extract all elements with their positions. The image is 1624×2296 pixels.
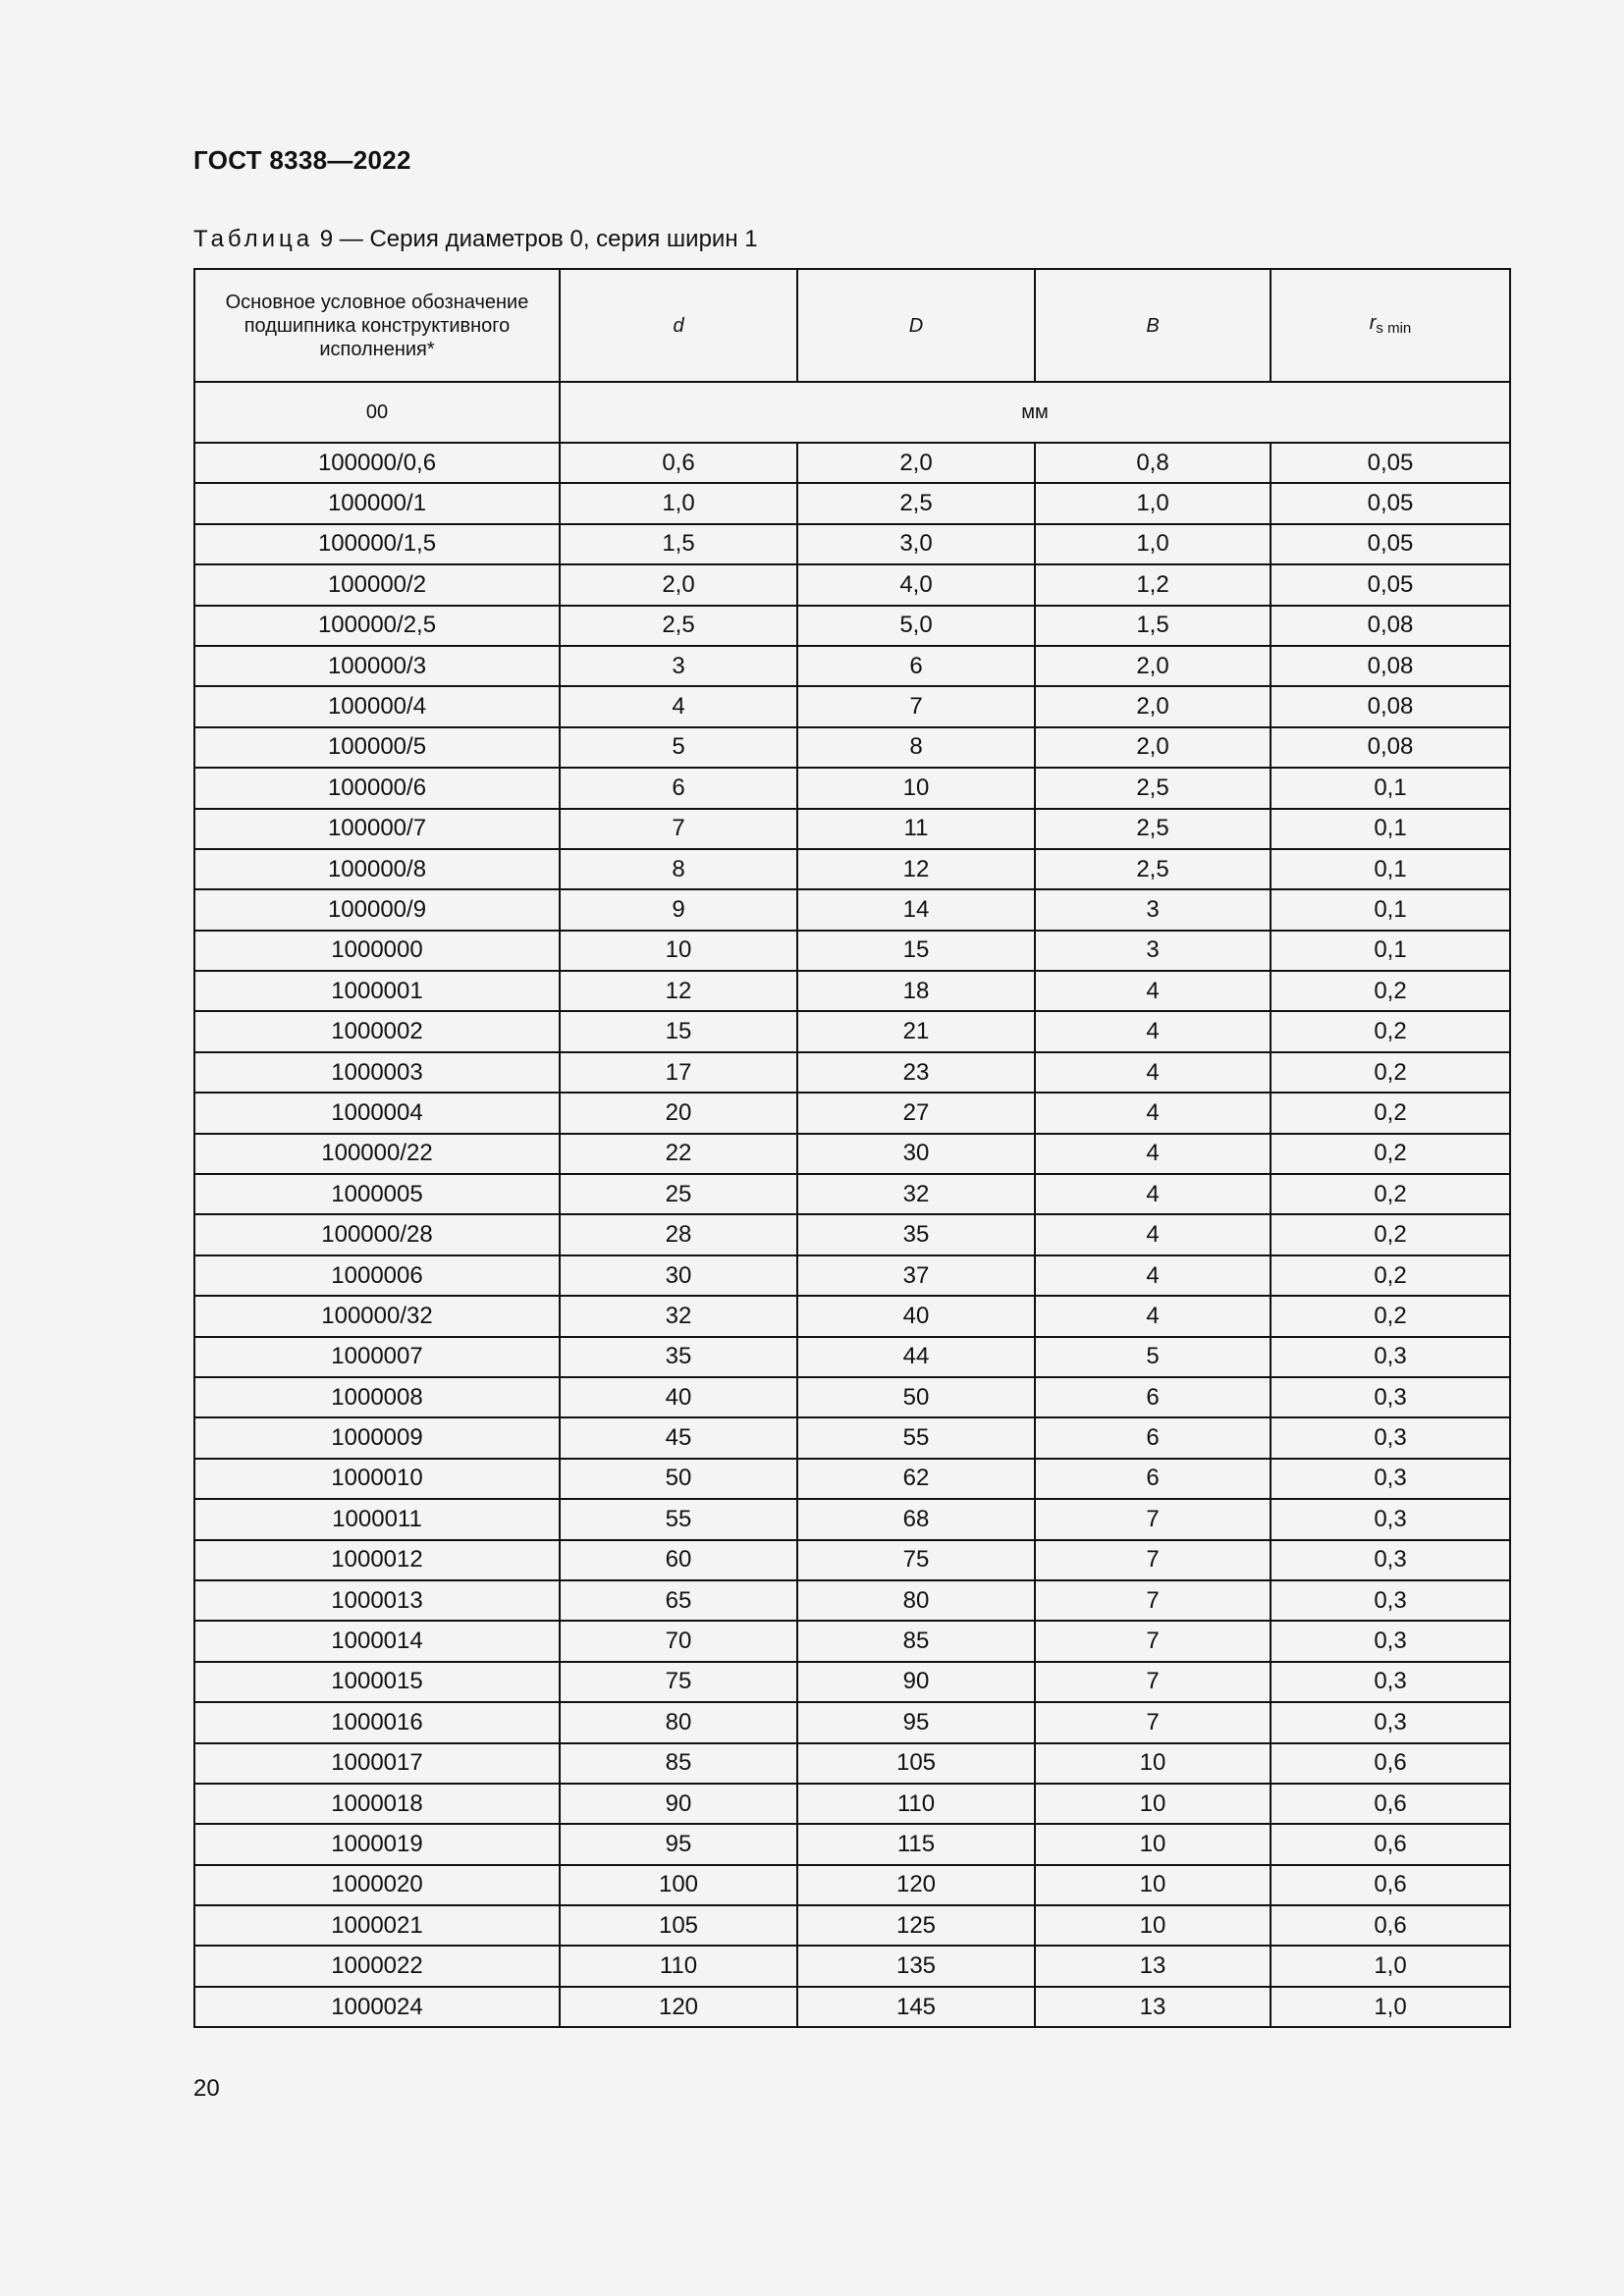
D-cell: 7	[797, 686, 1035, 726]
B-cell: 7	[1035, 1499, 1271, 1539]
d-cell: 2,5	[560, 606, 797, 646]
d-cell: 5	[560, 727, 797, 768]
table-row	[194, 646, 1510, 686]
D-cell: 6	[797, 646, 1035, 686]
designation-cell: 100000/28	[194, 1214, 560, 1255]
r-s-min-cell: 0,08	[1271, 606, 1510, 646]
r-s-min-cell: 0,1	[1271, 849, 1510, 889]
designation-cell: 100000/1,5	[194, 524, 560, 564]
r-s-min-cell: 0,1	[1271, 768, 1510, 808]
B-cell: 10	[1035, 1743, 1271, 1784]
table-row	[194, 1174, 1510, 1214]
header-r-label: r	[1369, 311, 1377, 334]
B-cell: 10	[1035, 1824, 1271, 1864]
designation-cell: 100000/2,5	[194, 606, 560, 646]
table-body	[194, 443, 1510, 2027]
B-cell: 2,5	[1035, 849, 1271, 889]
designation-cell: 100000/5	[194, 727, 560, 768]
B-cell: 1,2	[1035, 564, 1271, 605]
r-s-min-cell: 0,6	[1271, 1743, 1510, 1784]
table-row	[194, 524, 1510, 564]
r-s-min-cell: 0,2	[1271, 1052, 1510, 1093]
table-row	[194, 1134, 1510, 1174]
B-cell: 7	[1035, 1702, 1271, 1742]
B-cell: 1,0	[1035, 483, 1271, 523]
d-cell: 40	[560, 1377, 797, 1417]
B-cell: 2,0	[1035, 646, 1271, 686]
designation-cell: 1000017	[194, 1743, 560, 1784]
r-s-min-cell: 0,3	[1271, 1540, 1510, 1580]
B-cell: 4	[1035, 1011, 1271, 1051]
table-row	[194, 1540, 1510, 1580]
D-cell: 14	[797, 889, 1035, 930]
D-cell: 30	[797, 1134, 1035, 1174]
d-cell: 6	[560, 768, 797, 808]
D-cell: 50	[797, 1377, 1035, 1417]
d-cell: 70	[560, 1621, 797, 1661]
designation-cell: 1000014	[194, 1621, 560, 1661]
designation-cell: 1000019	[194, 1824, 560, 1864]
designation-cell: 1000012	[194, 1540, 560, 1580]
d-cell: 1,5	[560, 524, 797, 564]
D-cell: 85	[797, 1621, 1035, 1661]
d-cell: 15	[560, 1011, 797, 1051]
B-cell: 7	[1035, 1540, 1271, 1580]
r-s-min-cell: 0,6	[1271, 1905, 1510, 1946]
designation-cell: 1000006	[194, 1255, 560, 1296]
d-cell: 17	[560, 1052, 797, 1093]
r-s-min-cell: 0,3	[1271, 1459, 1510, 1499]
r-s-min-cell: 0,3	[1271, 1702, 1510, 1742]
D-cell: 68	[797, 1499, 1035, 1539]
designation-cell: 1000003	[194, 1052, 560, 1093]
d-cell: 85	[560, 1743, 797, 1784]
B-cell: 3	[1035, 931, 1271, 971]
D-cell: 80	[797, 1580, 1035, 1621]
D-cell: 105	[797, 1743, 1035, 1784]
D-cell: 125	[797, 1905, 1035, 1946]
table-row	[194, 1255, 1510, 1296]
d-cell: 35	[560, 1337, 797, 1377]
D-cell: 2,0	[797, 443, 1035, 483]
d-cell: 75	[560, 1662, 797, 1702]
d-cell: 30	[560, 1255, 797, 1296]
r-s-min-cell: 0,3	[1271, 1662, 1510, 1702]
r-s-min-cell: 0,2	[1271, 1093, 1510, 1133]
d-cell: 25	[560, 1174, 797, 1214]
designation-cell: 1000024	[194, 1987, 560, 2027]
r-s-min-cell: 0,1	[1271, 889, 1510, 930]
d-cell: 110	[560, 1946, 797, 1986]
d-cell: 45	[560, 1417, 797, 1458]
d-cell: 2,0	[560, 564, 797, 605]
bearing-dimensions-table	[193, 268, 1511, 2028]
r-s-min-cell: 1,0	[1271, 1987, 1510, 2027]
B-cell: 1,0	[1035, 524, 1271, 564]
r-s-min-cell: 0,2	[1271, 1255, 1510, 1296]
table-row	[194, 1824, 1510, 1864]
D-cell: 75	[797, 1540, 1035, 1580]
type-code-cell: 00	[194, 382, 560, 443]
table-row	[194, 606, 1510, 646]
table-row	[194, 768, 1510, 808]
table-row	[194, 727, 1510, 768]
table-row	[194, 809, 1510, 849]
d-cell: 105	[560, 1905, 797, 1946]
r-s-min-cell: 0,08	[1271, 686, 1510, 726]
d-cell: 60	[560, 1540, 797, 1580]
designation-cell: 1000015	[194, 1662, 560, 1702]
B-cell: 7	[1035, 1621, 1271, 1661]
table-row	[194, 1417, 1510, 1458]
B-cell: 13	[1035, 1987, 1271, 2027]
D-cell: 2,5	[797, 483, 1035, 523]
table-row	[194, 1987, 1510, 2027]
D-cell: 145	[797, 1987, 1035, 2027]
designation-cell: 100000/2	[194, 564, 560, 605]
table-unit-row	[194, 382, 1510, 443]
d-cell: 32	[560, 1296, 797, 1336]
page-number: 20	[193, 2075, 220, 2102]
d-cell: 22	[560, 1134, 797, 1174]
designation-cell: 1000000	[194, 931, 560, 971]
D-cell: 62	[797, 1459, 1035, 1499]
table-row	[194, 1743, 1510, 1784]
d-cell: 10	[560, 931, 797, 971]
r-s-min-cell: 0,3	[1271, 1621, 1510, 1661]
r-s-min-cell: 0,2	[1271, 1011, 1510, 1051]
r-s-min-cell: 0,3	[1271, 1580, 1510, 1621]
designation-cell: 100000/3	[194, 646, 560, 686]
table-row	[194, 1052, 1510, 1093]
B-cell: 1,5	[1035, 606, 1271, 646]
D-cell: 8	[797, 727, 1035, 768]
table-row	[194, 1946, 1510, 1986]
d-cell: 55	[560, 1499, 797, 1539]
D-cell: 40	[797, 1296, 1035, 1336]
d-cell: 100	[560, 1865, 797, 1905]
r-s-min-cell: 0,6	[1271, 1865, 1510, 1905]
B-cell: 2,5	[1035, 809, 1271, 849]
B-cell: 7	[1035, 1662, 1271, 1702]
r-s-min-cell: 0,05	[1271, 483, 1510, 523]
header-d-label: d	[673, 314, 684, 337]
D-cell: 15	[797, 931, 1035, 971]
designation-cell: 100000/6	[194, 768, 560, 808]
B-cell: 5	[1035, 1337, 1271, 1377]
B-cell: 3	[1035, 889, 1271, 930]
designation-cell: 100000/4	[194, 686, 560, 726]
B-cell: 10	[1035, 1905, 1271, 1946]
d-cell: 80	[560, 1702, 797, 1742]
D-cell: 90	[797, 1662, 1035, 1702]
B-cell: 4	[1035, 1174, 1271, 1214]
d-cell: 28	[560, 1214, 797, 1255]
D-cell: 11	[797, 809, 1035, 849]
D-cell: 37	[797, 1255, 1035, 1296]
designation-cell: 1000001	[194, 971, 560, 1011]
D-cell: 120	[797, 1865, 1035, 1905]
D-cell: 18	[797, 971, 1035, 1011]
table-row	[194, 443, 1510, 483]
table-header-row	[194, 269, 1510, 382]
designation-cell: 100000/8	[194, 849, 560, 889]
r-s-min-cell: 0,05	[1271, 443, 1510, 483]
d-cell: 7	[560, 809, 797, 849]
designation-cell: 1000002	[194, 1011, 560, 1051]
D-cell: 95	[797, 1702, 1035, 1742]
d-cell: 120	[560, 1987, 797, 2027]
d-cell: 65	[560, 1580, 797, 1621]
table-caption-word: Таблица	[193, 226, 314, 252]
table-row	[194, 849, 1510, 889]
d-cell: 12	[560, 971, 797, 1011]
B-cell: 6	[1035, 1459, 1271, 1499]
r-s-min-cell: 0,05	[1271, 564, 1510, 605]
header-r-s-min	[1271, 269, 1510, 382]
r-s-min-cell: 1,0	[1271, 1946, 1510, 1986]
designation-cell: 100000/0,6	[194, 443, 560, 483]
D-cell: 10	[797, 768, 1035, 808]
r-s-min-cell: 0,08	[1271, 646, 1510, 686]
table-row	[194, 1296, 1510, 1336]
D-cell: 44	[797, 1337, 1035, 1377]
header-d	[560, 269, 797, 382]
header-B-label: B	[1146, 314, 1160, 337]
designation-cell: 1000005	[194, 1174, 560, 1214]
table-caption-text: 9 — Серия диаметров 0, серия ширин 1	[319, 226, 758, 252]
B-cell: 4	[1035, 1052, 1271, 1093]
r-s-min-cell: 0,2	[1271, 1214, 1510, 1255]
D-cell: 32	[797, 1174, 1035, 1214]
D-cell: 21	[797, 1011, 1035, 1051]
B-cell: 10	[1035, 1784, 1271, 1824]
B-cell: 2,0	[1035, 727, 1271, 768]
designation-cell: 1000010	[194, 1459, 560, 1499]
table-row	[194, 1702, 1510, 1742]
d-cell: 90	[560, 1784, 797, 1824]
designation-cell: 100000/32	[194, 1296, 560, 1336]
designation-cell: 1000004	[194, 1093, 560, 1133]
r-s-min-cell: 0,6	[1271, 1784, 1510, 1824]
table-row	[194, 889, 1510, 930]
r-s-min-cell: 0,3	[1271, 1377, 1510, 1417]
header-D-label: D	[908, 314, 924, 337]
table-row	[194, 1621, 1510, 1661]
table-row	[194, 1580, 1510, 1621]
header-B	[1035, 269, 1271, 382]
D-cell: 35	[797, 1214, 1035, 1255]
designation-cell: 100000/9	[194, 889, 560, 930]
B-cell: 6	[1035, 1377, 1271, 1417]
d-cell: 0,6	[560, 443, 797, 483]
r-s-min-cell: 0,6	[1271, 1824, 1510, 1864]
B-cell: 4	[1035, 1214, 1271, 1255]
r-s-min-cell: 0,2	[1271, 971, 1510, 1011]
designation-cell: 1000011	[194, 1499, 560, 1539]
table-row	[194, 1784, 1510, 1824]
table-row	[194, 1905, 1510, 1946]
d-cell: 95	[560, 1824, 797, 1864]
D-cell: 5,0	[797, 606, 1035, 646]
D-cell: 135	[797, 1946, 1035, 1986]
d-cell: 50	[560, 1459, 797, 1499]
document-header: ГОСТ 8338—2022	[193, 145, 411, 175]
r-s-min-cell: 0,2	[1271, 1174, 1510, 1214]
table-row	[194, 1499, 1510, 1539]
designation-cell: 1000018	[194, 1784, 560, 1824]
table-row	[194, 1377, 1510, 1417]
designation-cell: 1000008	[194, 1377, 560, 1417]
table-caption	[193, 226, 758, 253]
d-cell: 20	[560, 1093, 797, 1133]
table-row	[194, 564, 1510, 605]
B-cell: 4	[1035, 1296, 1271, 1336]
r-s-min-cell: 0,3	[1271, 1499, 1510, 1539]
D-cell: 23	[797, 1052, 1035, 1093]
D-cell: 12	[797, 849, 1035, 889]
r-s-min-cell: 0,08	[1271, 727, 1510, 768]
unit-cell: мм	[560, 382, 1510, 443]
D-cell: 55	[797, 1417, 1035, 1458]
B-cell: 13	[1035, 1946, 1271, 1986]
table-row	[194, 1011, 1510, 1051]
d-cell: 1,0	[560, 483, 797, 523]
r-s-min-cell: 0,05	[1271, 524, 1510, 564]
r-s-min-cell: 0,2	[1271, 1296, 1510, 1336]
table-row	[194, 971, 1510, 1011]
designation-cell: 1000020	[194, 1865, 560, 1905]
d-cell: 9	[560, 889, 797, 930]
D-cell: 3,0	[797, 524, 1035, 564]
designation-cell: 100000/7	[194, 809, 560, 849]
table-row	[194, 1093, 1510, 1133]
D-cell: 110	[797, 1784, 1035, 1824]
B-cell: 10	[1035, 1865, 1271, 1905]
d-cell: 8	[560, 849, 797, 889]
header-r-subscript: s min	[1376, 319, 1412, 337]
B-cell: 7	[1035, 1580, 1271, 1621]
r-s-min-cell: 0,3	[1271, 1337, 1510, 1377]
designation-cell: 1000022	[194, 1946, 560, 1986]
d-cell: 4	[560, 686, 797, 726]
B-cell: 4	[1035, 1093, 1271, 1133]
table-row	[194, 931, 1510, 971]
B-cell: 4	[1035, 1255, 1271, 1296]
r-s-min-cell: 0,2	[1271, 1134, 1510, 1174]
table-row	[194, 686, 1510, 726]
header-D	[797, 269, 1035, 382]
designation-cell: 1000013	[194, 1580, 560, 1621]
D-cell: 4,0	[797, 564, 1035, 605]
r-s-min-cell: 0,1	[1271, 931, 1510, 971]
designation-cell: 1000009	[194, 1417, 560, 1458]
B-cell: 0,8	[1035, 443, 1271, 483]
B-cell: 4	[1035, 1134, 1271, 1174]
B-cell: 4	[1035, 971, 1271, 1011]
B-cell: 6	[1035, 1417, 1271, 1458]
table-row	[194, 1865, 1510, 1905]
d-cell: 3	[560, 646, 797, 686]
table-row	[194, 1337, 1510, 1377]
r-s-min-cell: 0,1	[1271, 809, 1510, 849]
D-cell: 27	[797, 1093, 1035, 1133]
designation-cell: 100000/22	[194, 1134, 560, 1174]
D-cell: 115	[797, 1824, 1035, 1864]
B-cell: 2,0	[1035, 686, 1271, 726]
B-cell: 2,5	[1035, 768, 1271, 808]
table-row	[194, 1214, 1510, 1255]
designation-cell: 1000007	[194, 1337, 560, 1377]
table-row	[194, 1459, 1510, 1499]
r-s-min-cell: 0,3	[1271, 1417, 1510, 1458]
header-designation: Основное условное обозначение подшипника конструктивного исполнения*	[194, 269, 560, 382]
designation-cell: 100000/1	[194, 483, 560, 523]
table-row	[194, 1662, 1510, 1702]
designation-cell: 1000021	[194, 1905, 560, 1946]
designation-cell: 1000016	[194, 1702, 560, 1742]
table-row	[194, 483, 1510, 523]
